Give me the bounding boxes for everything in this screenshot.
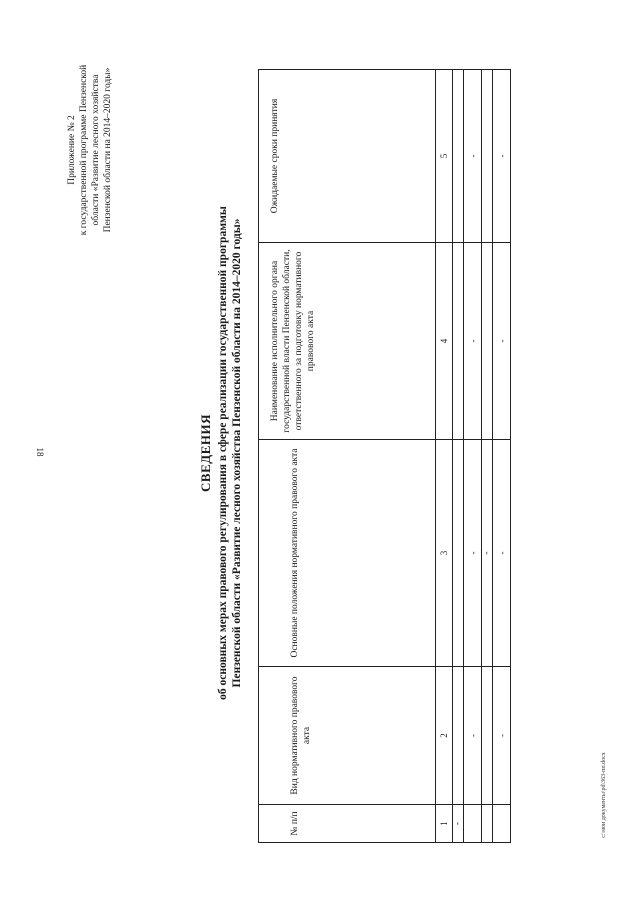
table-cell: - [464,666,482,804]
page-number: 18 [35,447,45,457]
table-cell: - [493,242,511,439]
table-cell: - [453,804,464,842]
table-cell: - [493,666,511,804]
footer-file-path: c:\мои документы\pd\363-пп.docx [601,752,607,838]
header-expected-dates: Ожидаемые сроки принятия [259,69,436,242]
table-header-row [259,69,436,842]
appendix-line: области «Развитие лесного хозяйства [91,74,101,225]
column-number: 5 [436,69,453,242]
table-cell [453,69,464,242]
table-cell: - [464,439,482,666]
table-cell [482,804,493,842]
landscape-content [60,23,580,883]
header-responsible-body: Наименование исполнительного органа государственной власти Пензенской области, ответственного за подготовку нормативного правового акта [259,242,436,439]
table-cell [453,439,464,666]
appendix-note [66,35,114,265]
document-title [198,23,244,883]
appendix-line: Пензенской области на 2014–2020 годы» [103,67,113,232]
table-row [482,69,493,842]
table-cell: - [493,69,511,242]
header-act-type: Вид нормативного правового акта [259,666,436,804]
table-cell: - [464,69,482,242]
appendix-line: к государственной программе Пензенской [79,64,89,235]
table-row [493,69,511,842]
column-number: 3 [436,439,453,666]
measures-table [258,69,511,843]
table-cell [453,666,464,804]
table-cell: - [464,242,482,439]
table-row [453,69,464,842]
appendix-line: Приложение № 2 [67,114,77,185]
title-line-1: об основных мерах правового регулирования в сфере реализации государственной программы [217,205,229,700]
header-main-provisions: Основные положения нормативного правового акта [259,439,436,666]
table-cell [453,242,464,439]
table-cell [482,242,493,439]
table-cell [482,69,493,242]
table-cell [464,804,482,842]
column-number: 4 [436,242,453,439]
table-cell: - [482,439,493,666]
column-number-row [436,69,453,842]
table-cell [482,666,493,804]
column-number: 2 [436,666,453,804]
table-cell [493,804,511,842]
title-line-2: Пензенской области «Развитие лесного хозяйства Пензенской области на 2014–2020 годы» [231,218,243,687]
table-cell: - [493,439,511,666]
table-row [464,69,482,842]
title-main: СВЕДЕНИЯ [198,413,213,492]
header-number: № п/п [259,804,436,842]
column-number: 1 [436,804,453,842]
